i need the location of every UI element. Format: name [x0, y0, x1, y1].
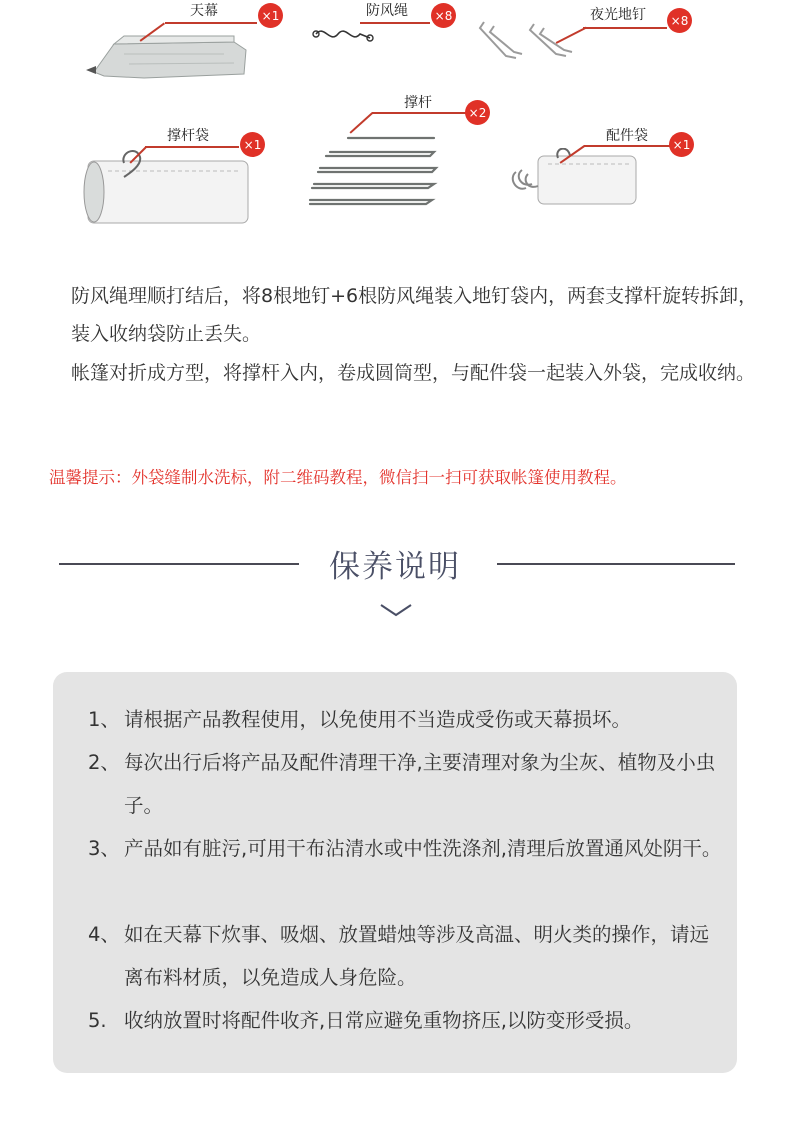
maintenance-item-1 [88, 698, 728, 741]
night-stakes-leader [583, 27, 667, 29]
windrope-leader [360, 22, 430, 24]
windrope-qty-badge: ×8 [431, 3, 456, 28]
windrope-illustration [312, 22, 374, 46]
poles-label: 撑杆 [404, 95, 432, 111]
maintenance-item-number: 3、 [88, 837, 120, 860]
warm-tip: 温馨提示：外袋缝制水洗标，附二维码教程，微信扫一扫可获取帐篷使用教程。 [49, 468, 627, 487]
maintenance-item-text: 请根据产品教程使用，以免使用不当造成受伤或天幕损坏。 [124, 708, 632, 731]
night-stakes-label: 夜光地钉 [590, 7, 646, 23]
packing-instruction-2: 帐篷对折成方型，将撑杆入内，卷成圆筒型，与配件袋一起装入外袋，完成收纳。 [71, 362, 756, 384]
poles-leader-diag [349, 112, 372, 133]
maintenance-item-4 [88, 913, 728, 999]
maintenance-item-text: 每次出行后将产品及配件清理干净,主要清理对象为尘灰、植物及小虫子。 [124, 751, 716, 817]
maintenance-item-text: 如在天幕下炊事、吸烟、放置蜡烛等涉及高温、明火类的操作，请远离布料材质，以免造成人身危险。 [124, 923, 710, 989]
parts-bag-illustration [508, 148, 640, 206]
parts-bag-qty-badge: ×1 [669, 132, 694, 157]
tent-fly-label: 天幕 [190, 3, 218, 19]
poles-illustration [306, 132, 440, 216]
maintenance-item-number: 5. [88, 1009, 107, 1032]
parts-bag-leader [584, 145, 670, 147]
windrope-label: 防风绳 [366, 3, 408, 19]
maintenance-item-number: 2、 [88, 751, 120, 774]
tent-fly-illustration [84, 30, 274, 80]
tent-fly-leader [165, 22, 257, 24]
poles-qty-badge: ×2 [465, 100, 490, 125]
maintenance-item-text: 收纳放置时将配件收齐,日常应避免重物挤压,以防变形受损。 [124, 1009, 644, 1032]
pole-bag-illustration [80, 145, 252, 225]
maintenance-title: 保养说明 [329, 549, 461, 585]
maintenance-item-number: 1、 [88, 708, 120, 731]
pole-bag-label: 撑杆袋 [167, 128, 209, 144]
pole-bag-qty-badge: ×1 [240, 132, 265, 157]
maintenance-item-2 [88, 741, 728, 827]
parts-bag-label: 配件袋 [606, 128, 648, 144]
maintenance-item-text: 产品如有脏污,可用干布沾清水或中性洗涤剂,清理后放置通风处阴干。 [124, 837, 722, 860]
tent-fly-qty-badge: ×1 [258, 3, 283, 28]
maintenance-item-3 [88, 827, 728, 870]
poles-leader [372, 112, 466, 114]
night-stakes-qty-badge: ×8 [667, 8, 692, 33]
maintenance-item-number: 4、 [88, 923, 120, 946]
packing-instruction-1: 防风绳理顺打结后，将8根地钉+6根防风绳装入地钉袋内，两套支撑杆旋转拆卸，装入收纳袋防止丢失。 [71, 285, 758, 345]
pole-bag-leader [145, 146, 239, 148]
maintenance-item-5 [88, 999, 728, 1042]
chevron-down-icon [380, 603, 412, 617]
